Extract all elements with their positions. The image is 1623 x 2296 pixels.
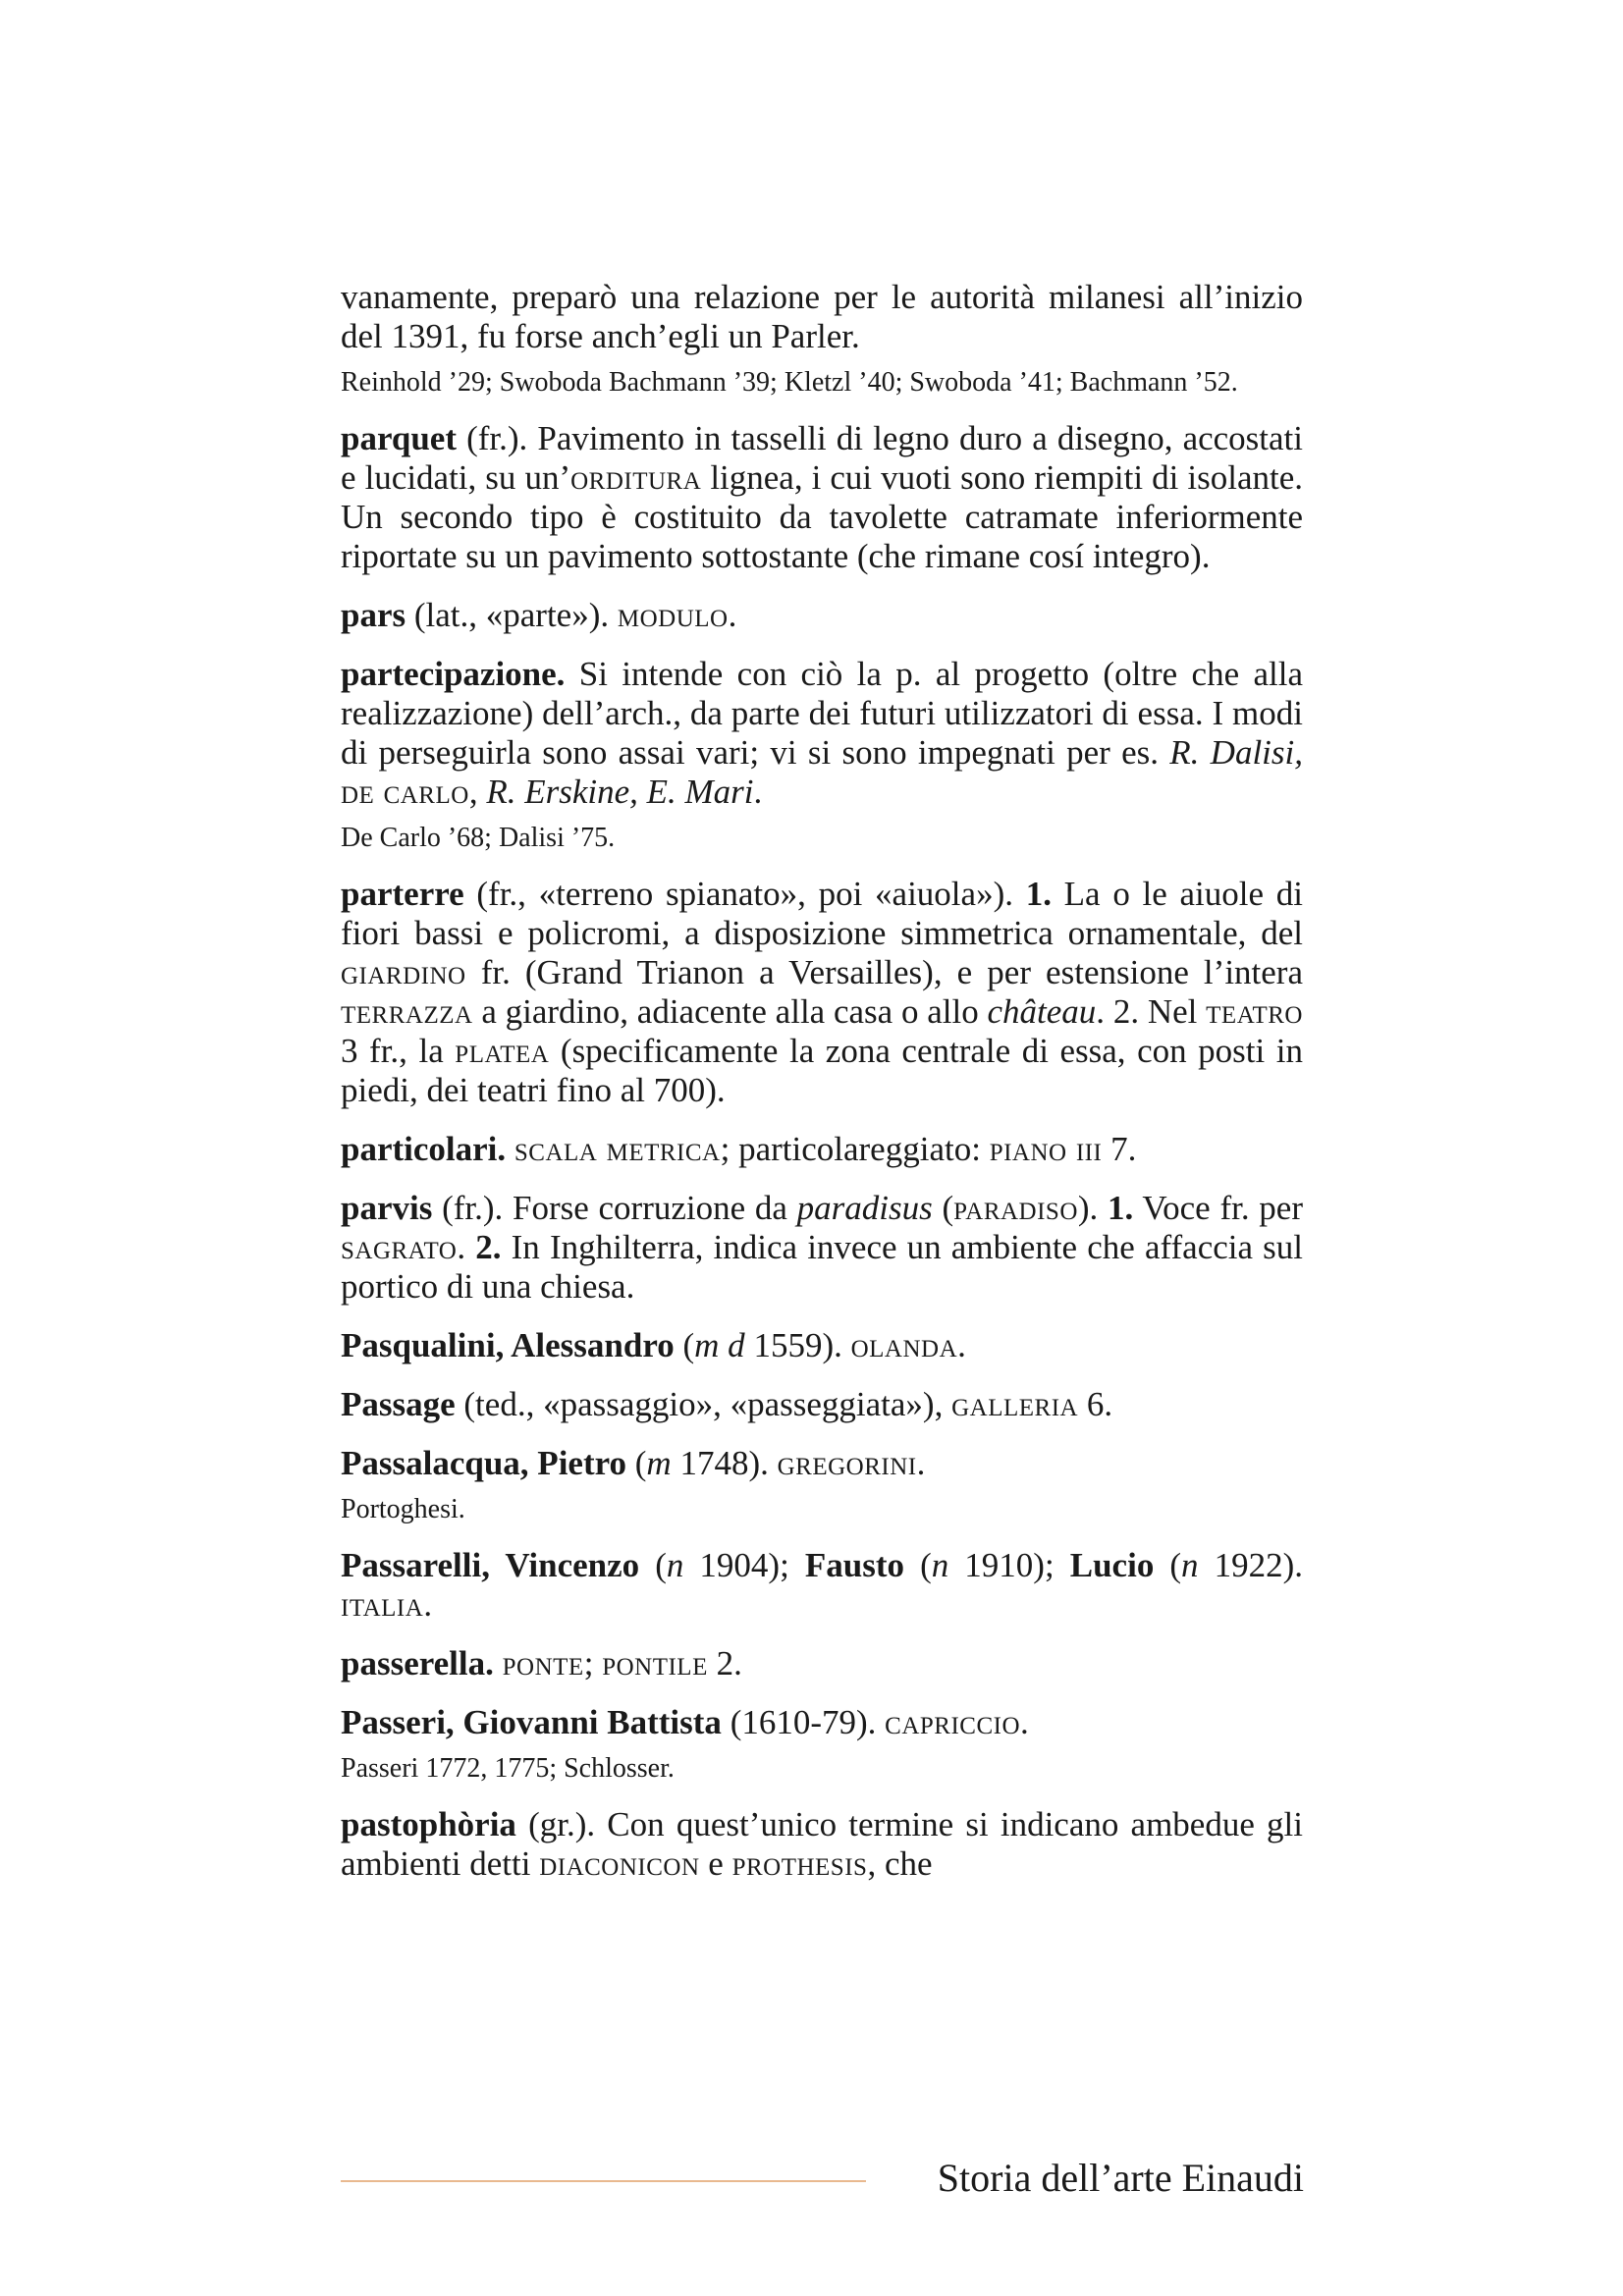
- entry-passage: Passage (ted., «passaggio», «passeggiata»), galleria 6.: [341, 1385, 1113, 1423]
- entry-passalacqua: Passalacqua, Pietro (m 1748). gregorini.: [341, 1444, 926, 1482]
- entry-particolari: particolari. scala metrica; particolareggiato: piano iii 7.: [341, 1130, 1137, 1168]
- footer-title: Storia dell’arte Einaudi: [937, 2156, 1304, 2200]
- entry-pars: pars (lat., «parte»). modulo.: [341, 596, 737, 634]
- footer-rule: [341, 2180, 866, 2182]
- entry-passerella: passerella. ponte; pontile 2.: [341, 1644, 742, 1682]
- entry-pasqualini: Pasqualini, Alessandro (m d 1559). olanda.: [341, 1326, 966, 1364]
- entry-passeri: Passeri, Giovanni Battista (1610-79). capriccio.: [341, 1703, 1029, 1741]
- entry-partecipazione: partecipazione. Si intende con ciò la p. al progetto (oltre che alla realizzazione) dell’arch., da parte dei futuri utilizzatori di essa. I modi di perseguirla sono assai vari; vi si sono impegnati per es. R. Dalisi, de carlo, R. Erskine, E. Mari.: [341, 655, 1303, 811]
- entry-parterre: parterre (fr., «terreno spianato», poi «aiuola»). 1. La o le aiuole di fiori bassi e policromi, a disposizione simmetrica ornamentale, del giardino fr. (Grand Trianon a Versailles), e per estensione l’intera terrazza a giardino, adiacente alla casa o allo château. 2. Nel teatro 3 fr., la platea (specificamente la zona centrale di essa, con posti in piedi, dei teatri fino al 700).: [341, 875, 1304, 1109]
- entry-parquet: parquet (fr.). Pavimento in tasselli di legno duro a disegno, accostati e lucidati, su un’orditura lignea, i cui vuoti sono riempiti di isolante. Un secondo tipo è costituito da tavolette catramate inferiormente riportate su un pavimento sottostante (che rimane cosí integro).: [341, 419, 1304, 575]
- bibliography-partecipazione: De Carlo ’68; Dalisi ’75.: [341, 823, 616, 853]
- entry-cont: vanamente, preparò una relazione per le autorità milanesi all’inizio del 1391, fu forse anch’egli un Parler.: [341, 278, 1303, 355]
- bibliography-passeri: Passeri 1772, 1775; Schlosser.: [341, 1753, 675, 1784]
- bibliography-passalacqua: Portoghesi.: [341, 1494, 465, 1524]
- bibliography-cont: Reinhold ’29; Swoboda Bachmann ’39; Kletzl ’40; Swoboda ’41; Bachmann ’52.: [341, 367, 1238, 398]
- entry-passarelli: Passarelli, Vincenzo (n 1904); Fausto (n 1910); Lucio (n 1922). italia.: [341, 1546, 1304, 1624]
- entry-pastophoria: pastophòria (gr.). Con quest’unico termine si indicano ambedue gli ambienti detti diaconicon e prothesis, che: [341, 1805, 1303, 1883]
- entry-parvis: parvis (fr.). Forse corruzione da paradisus (paradiso). 1. Voce fr. per sagrato. 2. In Inghilterra, indica invece un ambiente che affaccia sul portico di una chiesa.: [341, 1189, 1304, 1306]
- page-body: [341, 278, 1303, 1884]
